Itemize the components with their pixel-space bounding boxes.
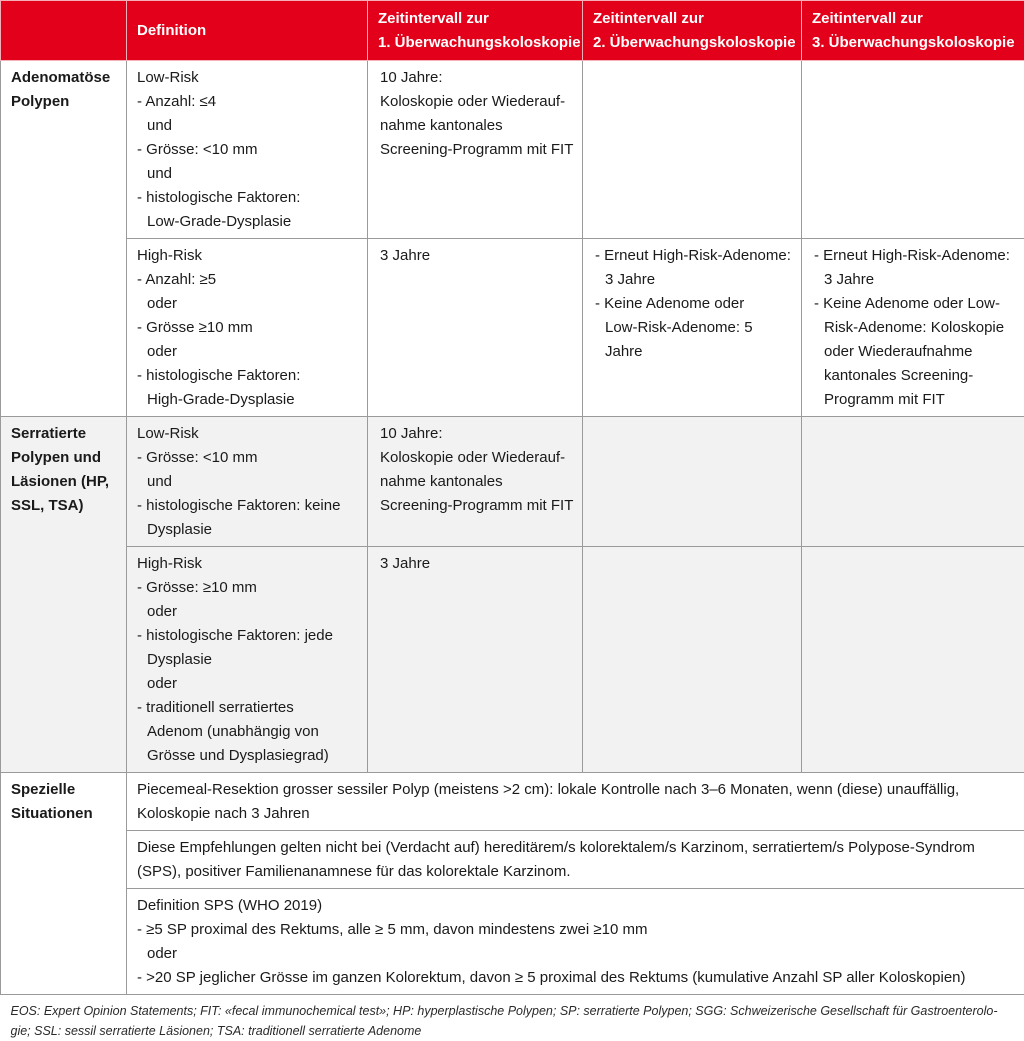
text-line: oder — [137, 942, 1014, 966]
text-line: Polypen und — [11, 446, 116, 470]
header-empty — [1, 1, 127, 61]
special-piecemeal-resection — [127, 773, 1024, 831]
text-line: Zeitintervall zur — [378, 7, 572, 31]
text-line: - Grösse: ≥10 mm — [137, 576, 357, 600]
adenomatous-low-risk-interval-3 — [802, 61, 1024, 239]
text-line: 3 Jahre — [380, 244, 572, 268]
text-line: Programm mit FIT — [814, 388, 1014, 412]
text-line: - histologische Faktoren: — [137, 364, 357, 388]
serrated-low-risk-row — [1, 417, 1024, 547]
text-line: - traditionell serratiertes — [137, 696, 357, 720]
adenomatous-high-risk-interval-2 — [583, 239, 802, 417]
text-line: - Erneut High-Risk-Adenome: — [595, 244, 791, 268]
adenomatous-high-risk-interval-3 — [802, 239, 1024, 417]
adenomatous-low-risk-interval-2 — [583, 61, 802, 239]
text-line: - Erneut High-Risk-Adenome: — [814, 244, 1014, 268]
text-line: nahme kantonales — [380, 114, 572, 138]
text-line: - Keine Adenome oder Low- — [814, 292, 1014, 316]
text-line: 2. Überwachungskoloskopie — [593, 31, 791, 55]
serrated-high-risk-interval-2 — [583, 547, 802, 773]
text-line: Low-Risk — [137, 66, 357, 90]
text-line: Serratierte — [11, 422, 116, 446]
text-line: EOS: Expert Opinion Statements; FIT: «fecal immunochemical test»; HP: hyperplastische Polypen; SP: serratierte Polypen; SGG: Schweizerische Gesellschaft für Gastroenterolo- — [11, 1001, 1015, 1021]
text-line: High-Risk — [137, 552, 357, 576]
text-line: oder — [137, 672, 357, 696]
serrated-high-risk-row — [1, 547, 1024, 773]
text-line: High-Risk — [137, 244, 357, 268]
adenomatous-low-risk-row — [1, 61, 1024, 239]
adenomatous-high-risk-definition — [127, 239, 368, 417]
text-line: oder — [137, 292, 357, 316]
text-line: Zeitintervall zur — [812, 7, 1014, 31]
special-sps-definition — [127, 889, 1024, 995]
text-line: 1. Überwachungskoloskopie — [378, 31, 572, 55]
text-line: - histologische Faktoren: jede — [137, 624, 357, 648]
text-line: Definition SPS (WHO 2019) — [137, 894, 1014, 918]
header-definition: Definition — [127, 1, 368, 61]
text-line: Dysplasie — [137, 518, 357, 542]
header-row — [1, 1, 1024, 61]
text-line: oder Wiederaufnahme — [814, 340, 1014, 364]
text-line: Dysplasie — [137, 648, 357, 672]
text-line: Low-Risk — [137, 422, 357, 446]
text-line: Screening-Programm mit FIT — [380, 138, 572, 162]
text-line: 10 Jahre: — [380, 66, 572, 90]
footnote — [1, 995, 1024, 1041]
header-interval-2 — [583, 1, 802, 61]
text-line: kantonales Screening- — [814, 364, 1014, 388]
text-line: Low-Grade-Dysplasie — [137, 210, 357, 234]
text-line: Spezielle — [11, 778, 116, 802]
text-line: 3 Jahre — [595, 268, 791, 292]
adenomatous-high-risk-row — [1, 239, 1024, 417]
special-exclusions — [127, 831, 1024, 889]
special-row-1 — [1, 773, 1024, 831]
category-special-situations — [1, 773, 127, 995]
text-line: Adenom (unabhängig von — [137, 720, 357, 744]
text-line: Koloskopie oder Wiederauf- — [380, 90, 572, 114]
text-line: Polypen — [11, 90, 116, 114]
text-line: - ≥5 SP proximal des Rektums, alle ≥ 5 mm, davon mindestens zwei ≥10 mm — [137, 918, 1014, 942]
serrated-high-risk-definition — [127, 547, 368, 773]
text-line: Piecemeal-Resektion grosser sessiler Polyp (meistens >2 cm): lokale Kontrolle nach 3–6 Monaten, wenn (diese) unauffällig, — [137, 778, 1014, 802]
special-row-2 — [1, 831, 1024, 889]
text-line: 3. Überwachungskoloskopie — [812, 31, 1014, 55]
serrated-low-risk-interval-3 — [802, 417, 1024, 547]
text-line: Risk-Adenome: Koloskopie — [814, 316, 1014, 340]
text-line: Läsionen (HP, — [11, 470, 116, 494]
text-line: 10 Jahre: — [380, 422, 572, 446]
footnote-row — [1, 995, 1024, 1041]
text-line: - Anzahl: ≥5 — [137, 268, 357, 292]
serrated-high-risk-interval-3 — [802, 547, 1024, 773]
text-line: Situationen — [11, 802, 116, 826]
text-line: SSL, TSA) — [11, 494, 116, 518]
text-line: nahme kantonales — [380, 470, 572, 494]
text-line: (SPS), positiver Familienanamnese für das kolorektale Karzinom. — [137, 860, 1014, 884]
serrated-low-risk-interval-1 — [368, 417, 583, 547]
text-line: - Grösse: <10 mm — [137, 138, 357, 162]
category-serrated-polyps — [1, 417, 127, 773]
text-line: - Keine Adenome oder — [595, 292, 791, 316]
header-interval-3 — [802, 1, 1024, 61]
text-line: 3 Jahre — [814, 268, 1014, 292]
text-line: 3 Jahre — [380, 552, 572, 576]
adenomatous-low-risk-interval-1 — [368, 61, 583, 239]
text-line: - Grösse: <10 mm — [137, 446, 357, 470]
text-line: - Anzahl: ≤4 — [137, 90, 357, 114]
text-line: High-Grade-Dysplasie — [137, 388, 357, 412]
text-line: Low-Risk-Adenome: 5 — [595, 316, 791, 340]
adenomatous-low-risk-definition — [127, 61, 368, 239]
text-line: Koloskopie oder Wiederauf- — [380, 446, 572, 470]
text-line: oder — [137, 340, 357, 364]
text-line: oder — [137, 600, 357, 624]
text-line: Grösse und Dysplasiegrad) — [137, 744, 357, 768]
text-line: und — [137, 114, 357, 138]
text-line: Screening-Programm mit FIT — [380, 494, 572, 518]
text-line: Diese Empfehlungen gelten nicht bei (Verdacht auf) hereditärem/s kolorektalem/s Karzinom, serratiertem/s Polypose-Syndrom — [137, 836, 1014, 860]
category-adenomatous-polyps — [1, 61, 127, 417]
text-line: - >20 SP jeglicher Grösse im ganzen Kolorektum, davon ≥ 5 proximal des Rektums (kumulative Anzahl SP aller Koloskopien) — [137, 966, 1014, 990]
text-line: Jahre — [595, 340, 791, 364]
text-line: - histologische Faktoren: — [137, 186, 357, 210]
text-line: und — [137, 470, 357, 494]
text-line: - histologische Faktoren: keine — [137, 494, 357, 518]
text-line: und — [137, 162, 357, 186]
text-line: gie; SSL: sessil serratierte Läsionen; TSA: traditionell serratierte Adenome — [11, 1021, 1015, 1041]
text-line: Adenomatöse — [11, 66, 116, 90]
serrated-high-risk-interval-1 — [368, 547, 583, 773]
text-line: Zeitintervall zur — [593, 7, 791, 31]
text-line: - Grösse ≥10 mm — [137, 316, 357, 340]
serrated-low-risk-interval-2 — [583, 417, 802, 547]
header-interval-1 — [368, 1, 583, 61]
adenomatous-high-risk-interval-1 — [368, 239, 583, 417]
text-line: Koloskopie nach 3 Jahren — [137, 802, 1014, 826]
serrated-low-risk-definition — [127, 417, 368, 547]
special-row-3 — [1, 889, 1024, 995]
